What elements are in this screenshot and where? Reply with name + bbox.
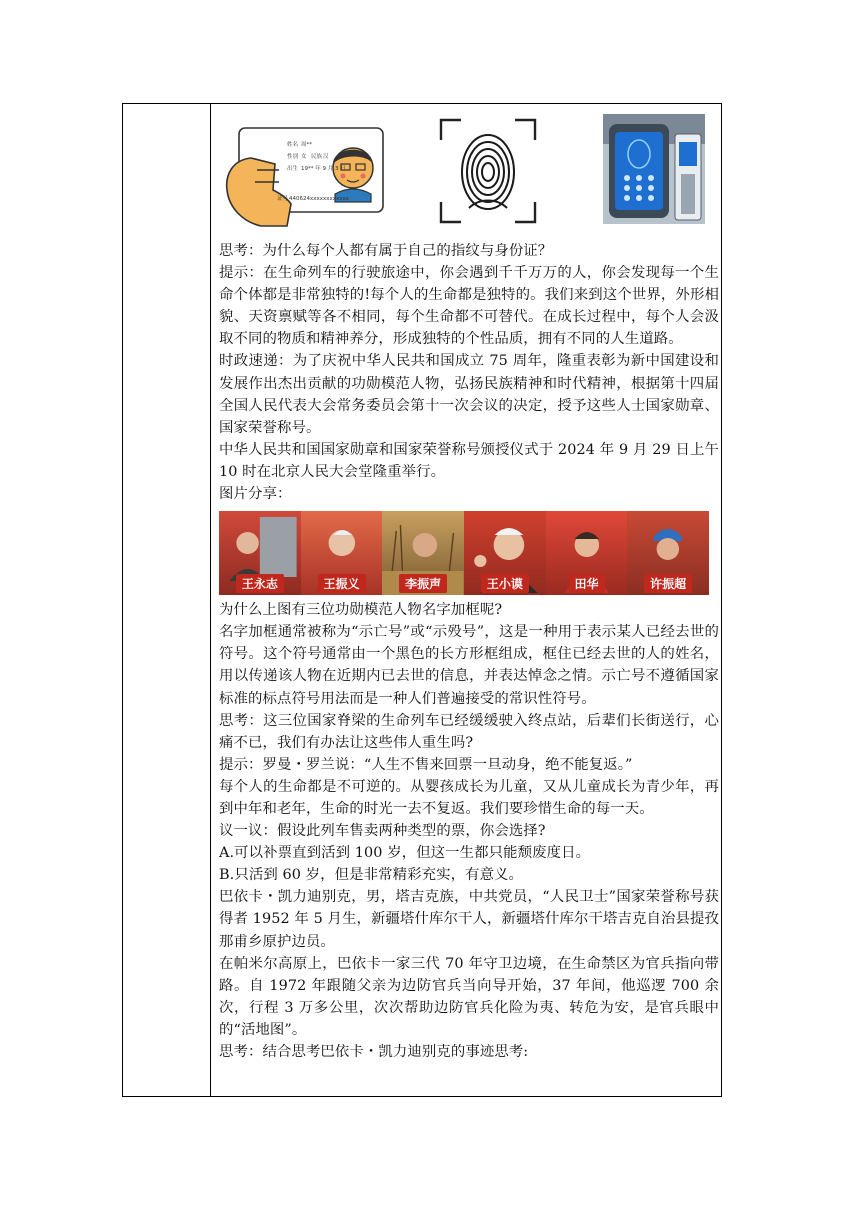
option-b: B.只活到 60 岁，但是非常精彩充实，有意义。 xyxy=(219,867,524,884)
paragraph-photo-share: 图片分享： xyxy=(219,486,292,503)
id-number-label: 证号 xyxy=(277,196,289,202)
hero-name: 李振声 xyxy=(399,574,447,593)
id-ethnicity-value: 汉 xyxy=(323,154,329,160)
paragraph-irreversible: 每个人的生命都是不可逆的。从婴孩成长为儿童，又从儿童成长为青少年，再到中年和老年，生命的时光一去不复返。我们要珍惜生命的每一天。 xyxy=(219,778,719,817)
id-gender-value: 女 xyxy=(301,154,307,160)
paragraph-think-fingerprint: 思考：为什么每个人都有属于自己的指纹与身份证？ xyxy=(219,243,553,259)
illustrations-row xyxy=(219,104,719,240)
hero-name: 王振义 xyxy=(317,574,365,593)
face-recognition-terminal-illustration xyxy=(603,114,705,224)
hero-name: 王永志 xyxy=(236,574,284,593)
hero-photo xyxy=(627,511,709,595)
paragraph-hint-unique: 提示：在生命列车的行驶旅途中，你会遇到千千万万的人，你会发现每一个生命个体都是非常独特的!每个人的生命都是独特的。我们来到这个世界，外形相貌、天资禀赋等各不相同，每个生命都不可替代。在成长过程中，每个人会汲取不同的物质和精神养分，形成独特的个性品质，拥有不同的人生道路。 xyxy=(219,265,719,348)
paragraph-mourning-mark: 名字加框通常被称为“示亡号”或“示殁号”，这是一种用于表示某人已经去世的符号。这个符号通常由一个黑色的长方形框组成，框住已经去世的人的姓名，用以传递该人物在近期内已去世的信息，并表达悼念之情。示亡号不遵循国家标准的标点符号用法而是一种人们普遍接受的常识性符号。 xyxy=(219,624,719,707)
paragraph-bayika-profile: 巴依卡・凯力迪别克，男，塔吉克族，中共党员，“人民卫士”国家荣誉称号获得者 1952 年 5 月生，新疆塔什库尔干人，新疆塔什库尔干塔吉克自治县提孜那甫乡原护边员。 xyxy=(219,889,719,950)
paragraph-think-rebirth: 思考：这三位国家脊梁的生命列车已经缓缓驶入终点站，后辈们长街送行，心痛不已，我们有办法让这些伟人重生吗? xyxy=(219,712,719,751)
paragraph-question-frame: 为什么上图有三位功勋模范人物名字加框呢? xyxy=(219,602,503,619)
hero-photo xyxy=(382,511,464,595)
paragraph-ceremony: 中华人民共和国国家勋章和国家荣誉称号颁授仪式于 2024 年 9 月 29 日上午 10 时在北京人民大会堂隆重举行。 xyxy=(219,441,719,480)
hero-name: 王小谟 xyxy=(481,574,529,593)
id-card-illustration xyxy=(221,124,387,234)
id-number-value: 440624xxxxxxxxxxxx xyxy=(289,196,350,202)
id-ethnicity-label: 民族 xyxy=(311,154,323,160)
hero-photo xyxy=(546,511,628,595)
paragraph-think-bayika: 思考：结合思考巴依卡・凯力迪别克的事迹思考: xyxy=(219,1044,529,1060)
id-birth-value: 19** 年 9 月 3 日 xyxy=(301,166,346,172)
hero-name: 许振超 xyxy=(644,574,692,593)
hero-photo xyxy=(464,511,546,595)
option-a: A.可以补票直到活到 100 岁，但这一生都只能颓废度日。 xyxy=(219,845,591,862)
hero-photo xyxy=(219,511,301,595)
id-name-value: 周** xyxy=(301,142,313,148)
heroes-photo-strip xyxy=(219,511,709,595)
id-name-label: 姓名 xyxy=(287,142,299,148)
hero-photo xyxy=(301,511,383,595)
id-gender-label: 性别 xyxy=(287,154,299,160)
table-content-cell xyxy=(219,104,719,1063)
lesson-table xyxy=(122,103,722,1097)
hero-name: 田华 xyxy=(569,574,605,593)
fingerprint-icon xyxy=(439,118,537,224)
paragraph-news: 时政速递：为了庆祝中华人民共和国成立 75 周年，隆重表彰为新中国建设和发展作出杰出贡献的功勋模范人物，弘扬民族精神和时代精神，根据第十四届全国人民代表大会常务委员会第十一次会议的决定，授予这些人士国家勋章、国家荣誉称号。 xyxy=(219,353,719,436)
table-left-column xyxy=(123,104,211,1096)
paragraph-bayika-story: 在帕米尔高原上，巴依卡一家三代 70 年守卫边境，在生命禁区为官兵指向带路。自 1972 年跟随父亲为边防官兵当向导开始，37 年间，他巡逻 700 余次，行程 3 万多公里，次次帮助边防官兵化险为夷、转危为安，是官兵眼中的“活地图”。 xyxy=(219,955,719,1038)
id-birth-label: 出生 xyxy=(287,166,299,172)
paragraph-discuss: 议一议：假设此列车售卖两种类型的票，你会选择? xyxy=(219,823,546,840)
paragraph-hint-romain-rolland: 提示：罗曼・罗兰说：“人生不售来回票一旦动身，绝不能复返。” xyxy=(219,756,633,773)
